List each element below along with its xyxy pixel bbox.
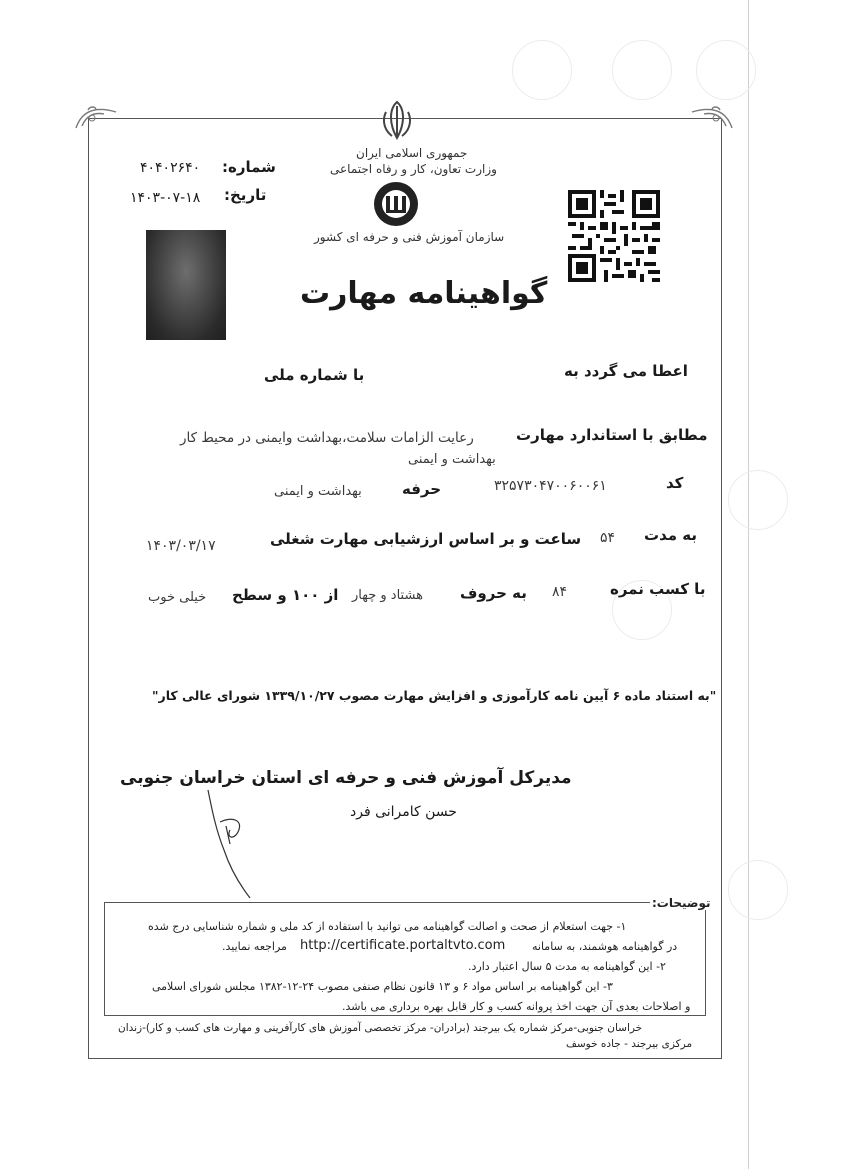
watermark-seal	[696, 40, 756, 100]
ministry-name: وزارت تعاون، کار و رفاه اجتماعی	[330, 162, 497, 176]
standard-label: مطابق با استاندارد مهارت	[516, 426, 708, 444]
code-label: کد	[666, 474, 684, 492]
code-value: ۳۲۵۷۳۰۴۷۰۰۶۰۰۶۱	[494, 478, 607, 494]
number-value: ۴۰۴۰۲۶۴۰	[140, 160, 201, 176]
note-line-3: ۲- این گواهینامه به مدت ۵ سال اعتبار دارد.	[468, 960, 666, 973]
signatory-name: حسن کامرانی فرد	[350, 804, 457, 820]
note-line-2-suffix: مراجعه نمایید.	[222, 940, 287, 953]
qr-code-icon[interactable]	[568, 190, 660, 282]
watermark-seal	[728, 860, 788, 920]
certificate-title: گواهینامه مهارت	[300, 276, 548, 311]
signatory-position: مدیرکل آموزش فنی و حرفه ای استان خراسان جنوبی	[120, 768, 572, 788]
corner-ornament-right-icon	[690, 104, 734, 130]
trade-label: حرفه	[402, 480, 442, 498]
trade-value: بهداشت و ایمنی	[274, 484, 362, 499]
signature-icon	[180, 790, 290, 900]
national-id-label: با شماره ملی	[264, 366, 365, 384]
duration-hours: ۵۴	[600, 530, 616, 546]
organization-name: سازمان آموزش فنی و حرفه ای کشور	[314, 230, 505, 244]
footer-address-line-2: مرکزی بیرجند - جاده خوسف	[566, 1038, 693, 1050]
duration-text: ساعت و بر اساس ارزشیابی مهارت شغلی	[270, 530, 582, 548]
national-emblem-icon	[374, 98, 420, 144]
date-value: ۱۴۰۳-۰۷-۱۸	[130, 190, 201, 206]
notes-heading: توضیحات:	[652, 896, 711, 910]
number-label: شماره:	[222, 158, 276, 176]
legal-basis: "به استناد ماده ۶ آیین نامه کارآموزی و افزایش مهارت مصوب ۱۳۳۹/۱۰/۲۷ شورای عالی کار"	[152, 688, 717, 703]
score-label: با کسب نمره	[610, 580, 706, 598]
note-line-2-prefix: در گواهینامه هوشمند، به سامانه	[532, 940, 678, 953]
scan-page-edge	[748, 0, 749, 1169]
note-line-4: ۳- این گواهینامه بر اساس مواد ۶ و ۱۳ قانون نظام صنفی مصوب ۲۴-۱۲-۱۳۸۲ مجلس شورای اسلامی	[152, 980, 613, 993]
duration-label: به مدت	[644, 526, 697, 544]
date-label: تاریخ:	[224, 186, 267, 204]
score-out-of: از ۱۰۰ و سطح	[232, 586, 339, 604]
granted-to-label: اعطا می گردد به	[564, 362, 688, 380]
score-value: ۸۴	[552, 584, 568, 600]
score-words-label: به حروف	[460, 584, 527, 602]
standard-value-line2: بهداشت و ایمنی	[408, 452, 496, 467]
watermark-seal	[728, 470, 788, 530]
note-line-5: و اصلاحات بعدی آن جهت اخذ پروانه کسب و کار قابل بهره برداری می باشد.	[342, 1000, 691, 1013]
holder-photo	[146, 230, 226, 340]
standard-value: رعایت الزامات سلامت،بهداشت وایمنی در محیط کار	[180, 430, 474, 446]
corner-ornament-left-icon	[74, 104, 118, 130]
score-words: هشتاد و چهار	[352, 588, 423, 603]
verification-url-link[interactable]: http://certificate.portaltvto.com	[300, 938, 506, 953]
tvto-logo-icon	[372, 180, 420, 228]
note-line-1: ۱- جهت استعلام از صحت و اصالت گواهینامه می توانید با استفاده از کد ملی و شماره شناسایی درج شده	[148, 920, 627, 933]
footer-address-line-1: خراسان جنوبی-مرکز شماره یک بیرجند (برادران- مرکز تخصصی آموزش های کارآفرینی و مهارت های کسب و کار)-زندان	[118, 1022, 643, 1034]
score-level: خیلی خوب	[148, 590, 207, 605]
assessment-date: ۱۴۰۳/۰۳/۱۷	[146, 538, 216, 554]
watermark-seal	[612, 40, 672, 100]
watermark-seal	[512, 40, 572, 100]
country-name: جمهوری اسلامی ایران	[356, 146, 468, 160]
